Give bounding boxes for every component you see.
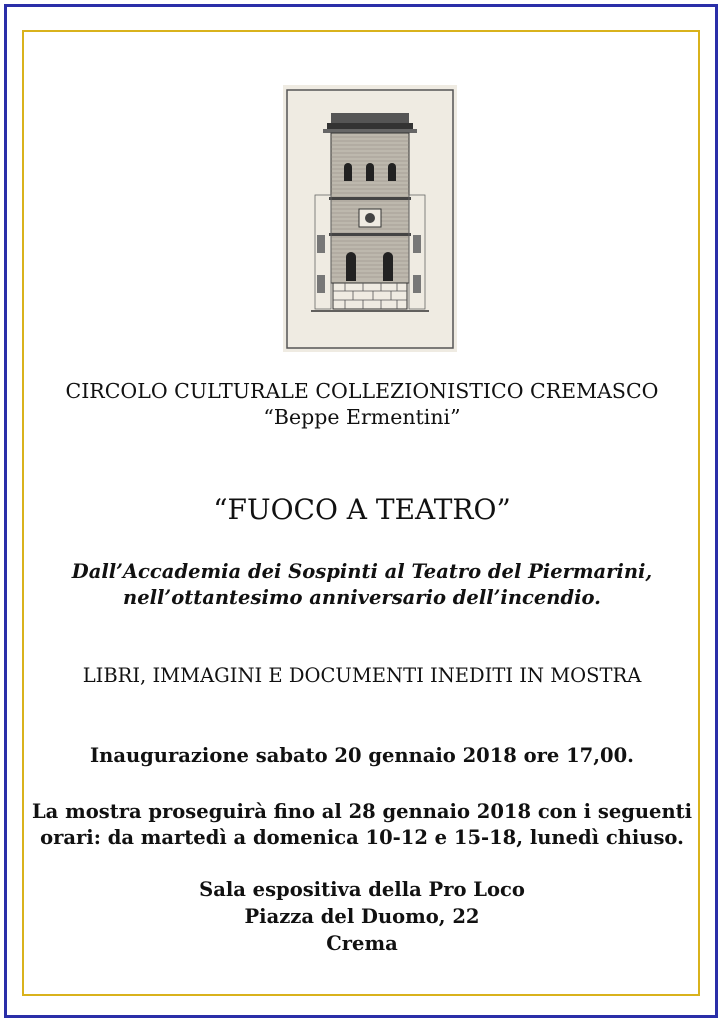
subtitle-line: nell’ottantesimo anniversario dell’incendio.: [123, 586, 601, 609]
venue-address: Piazza del Duomo, 22: [244, 905, 480, 928]
subtitle-line: Dall’Accademia dei Sospinti al Teatro del Piermarini,: [71, 560, 653, 583]
organization-subtitle: “Beppe Ermentini”: [263, 405, 461, 429]
organization-block: [30, 378, 694, 430]
schedule-block: [30, 799, 694, 851]
event-title: “FUOCO A TEATRO”: [213, 493, 511, 526]
exhibit-description: LIBRI, IMMAGINI E DOCUMENTI INEDITI IN MOSTRA: [82, 664, 642, 687]
venue-block: [30, 876, 694, 957]
schedule-line: orari: da martedì a domenica 10-12 e 15-18, lunedì chiuso.: [40, 826, 684, 849]
event-subtitle: [30, 559, 694, 611]
opening-date: Inaugurazione sabato 20 gennaio 2018 ore 17,00.: [90, 744, 634, 767]
venue-name: Sala espositiva della Pro Loco: [199, 878, 525, 901]
tower-engraving-icon: [283, 85, 457, 352]
organization-name: CIRCOLO CULTURALE COLLEZIONISTICO CREMASCO: [65, 379, 659, 403]
schedule-line: La mostra proseguirà fino al 28 gennaio 2018 con i seguenti: [31, 800, 693, 823]
venue-city: Crema: [326, 932, 398, 955]
